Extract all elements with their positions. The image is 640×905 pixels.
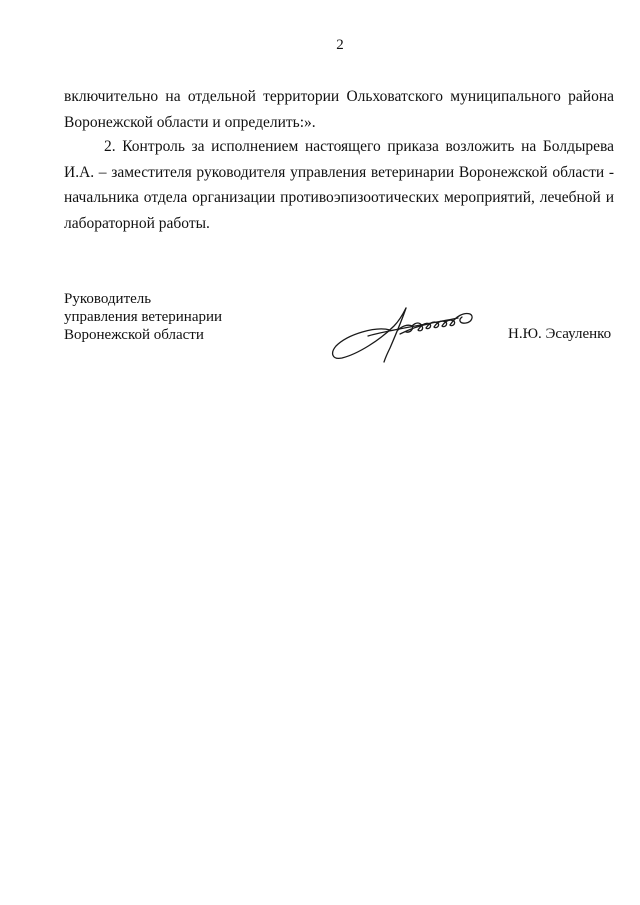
position-line: Руководитель	[64, 291, 152, 307]
paragraph-continuation: включительно на отдельной территории Ольховатского муниципального района Воронежской области и определить:».	[64, 88, 614, 131]
signer-name: Н.Ю. Эсауленко	[508, 326, 612, 342]
page-number: 2	[336, 37, 344, 53]
position-line: Воронежской области	[64, 327, 204, 343]
paragraph-2: 2. Контроль за исполнением настоящего приказа возложить на Болдырева И.А. – заместителя руководителя управления ветеринарии Воронежской области - начальника отдела организации противоэпизоотических мероприятий, лечебной и лабораторной работы.	[64, 138, 614, 232]
handwritten-signature	[328, 296, 488, 366]
signatory-position	[64, 290, 222, 344]
position-line: управления ветеринарии	[64, 309, 223, 325]
